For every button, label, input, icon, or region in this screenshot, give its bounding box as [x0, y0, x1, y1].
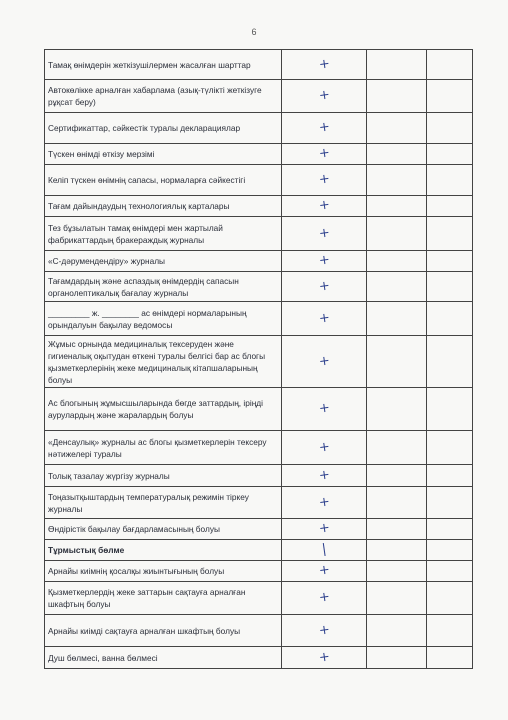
empty-cell [427, 465, 473, 487]
empty-cell [427, 487, 473, 519]
table-row [45, 647, 473, 669]
table-row [45, 50, 473, 80]
empty-cell [427, 217, 473, 251]
empty-cell [367, 80, 427, 113]
table-row [45, 196, 473, 217]
table-row [45, 561, 473, 582]
empty-cell [427, 272, 473, 302]
row-label: Ас блогының жұмысшыларында бөгде заттардың, іріңді аурулардың және жаралардың болуы [45, 388, 282, 431]
empty-cell [427, 561, 473, 582]
table-row [45, 388, 473, 431]
table-row [45, 431, 473, 465]
handwritten-mark: + [317, 400, 331, 417]
row-label: _________ ж. ________ ас өнімдері нормаларының орындалуын бақылау ведомосы [45, 302, 282, 336]
empty-cell [367, 465, 427, 487]
table-row [45, 519, 473, 540]
handwritten-mark: + [317, 277, 331, 295]
table-row [45, 336, 473, 388]
empty-cell [427, 144, 473, 165]
table-row [45, 113, 473, 144]
table-row [45, 302, 473, 336]
row-label: Толық тазалау жүргізу журналы [45, 465, 282, 487]
row-label: Өндірістік бақылау бағдарламасының болуы [45, 519, 282, 540]
row-label: Тамақ өнімдерін жеткізушілермен жасалған шарттар [45, 50, 282, 80]
row-label: «Денсаулық» журналы ас блогы қызметкерлерін тексеру нәтижелері туралы [45, 431, 282, 465]
row-label: Автокөлікке арналған хабарлама (азық-түлікті жеткізуге рұқсат беру) [45, 80, 282, 113]
handwritten-mark: + [317, 438, 331, 456]
empty-cell [367, 302, 427, 336]
table-row [45, 80, 473, 113]
empty-cell [427, 196, 473, 217]
empty-cell [367, 113, 427, 144]
empty-cell [367, 540, 427, 561]
handwritten-mark: | [320, 541, 328, 558]
table-row [45, 582, 473, 615]
handwritten-mark: + [317, 493, 331, 511]
empty-cell [427, 647, 473, 669]
empty-cell [367, 196, 427, 217]
handwritten-mark: + [317, 621, 331, 639]
empty-cell [367, 251, 427, 272]
handwritten-mark: + [317, 562, 331, 579]
empty-cell [427, 582, 473, 615]
empty-cell [427, 50, 473, 80]
empty-cell [367, 582, 427, 615]
handwritten-mark: + [317, 55, 331, 73]
handwritten-mark: + [317, 252, 331, 269]
handwritten-mark: + [317, 466, 331, 484]
row-label: Сертификаттар, сәйкестік туралы декларациялар [45, 113, 282, 144]
empty-cell [367, 144, 427, 165]
empty-cell [427, 336, 473, 388]
empty-cell [427, 113, 473, 144]
row-label: Түскен өнімді өткізу мерзімі [45, 144, 282, 165]
empty-cell [367, 615, 427, 647]
handwritten-mark: + [317, 197, 331, 214]
empty-cell [367, 647, 427, 669]
empty-cell [427, 251, 473, 272]
table-row [45, 144, 473, 165]
empty-cell [427, 80, 473, 113]
empty-cell [427, 302, 473, 336]
empty-cell [427, 540, 473, 561]
empty-cell [427, 431, 473, 465]
table-row [45, 217, 473, 251]
row-label: «С-дәрумендендіру» журналы [45, 251, 282, 272]
row-label: Тез бұзылатын тамақ өнімдері мен жартылай фабрикаттардың бракераждық журналы [45, 217, 282, 251]
empty-cell [367, 388, 427, 431]
handwritten-mark: + [317, 119, 331, 136]
empty-cell [367, 431, 427, 465]
empty-cell [367, 561, 427, 582]
row-label: Арнайы киімді сақтауға арналған шкафтың болуы [45, 615, 282, 647]
empty-cell [367, 336, 427, 388]
table-row [45, 615, 473, 647]
row-label: Тоңазытқыштардың температуралық режимін тіркеу журналы [45, 487, 282, 519]
table-row [45, 487, 473, 519]
empty-cell [367, 165, 427, 196]
empty-cell [427, 519, 473, 540]
table-row [45, 251, 473, 272]
row-label: Тағам дайындаудың технологиялық карталары [45, 196, 282, 217]
handwritten-mark: + [317, 224, 331, 242]
checklist-table [44, 49, 473, 669]
handwritten-mark: + [317, 171, 331, 188]
empty-cell [367, 487, 427, 519]
empty-cell [367, 272, 427, 302]
empty-cell [367, 50, 427, 80]
table-row [45, 165, 473, 196]
handwritten-mark: + [317, 589, 331, 606]
row-label: Қызметкерлердің жеке заттарын сақтауға арналған шкафтың болуы [45, 582, 282, 615]
table-row [45, 465, 473, 487]
row-label: Келіп түскен өнімнің сапасы, нормаларға сәйкестігі [45, 165, 282, 196]
row-label: Жұмыс орнында медициналық тексеруден және гигиеналық оқытудан өткені туралы белгісі бар ас блогы қызметкерлерінің жеке медициналық кітапшаларының болуы [45, 336, 282, 388]
table-row [45, 272, 473, 302]
row-label: Тағамдардың және аспаздық өнімдердің сапасын органолептикалық бағалау журналы [45, 272, 282, 302]
empty-cell [427, 615, 473, 647]
row-label: Душ бөлмесі, ванна бөлмесі [45, 647, 282, 669]
handwritten-mark: + [317, 648, 331, 666]
handwritten-mark: + [317, 145, 331, 162]
handwritten-mark: + [317, 87, 331, 104]
handwritten-mark: + [317, 520, 331, 537]
handwritten-mark: + [317, 309, 331, 327]
row-label: Арнайы киімнің қосалқы жиынтығының болуы [45, 561, 282, 582]
handwritten-mark: + [317, 352, 331, 370]
table-row section-row [45, 540, 473, 561]
empty-cell [367, 217, 427, 251]
section-heading: Тұрмыстық бөлме [45, 540, 282, 561]
empty-cell [427, 388, 473, 431]
empty-cell [367, 519, 427, 540]
empty-cell [427, 165, 473, 196]
page-number: 6 [251, 27, 257, 37]
